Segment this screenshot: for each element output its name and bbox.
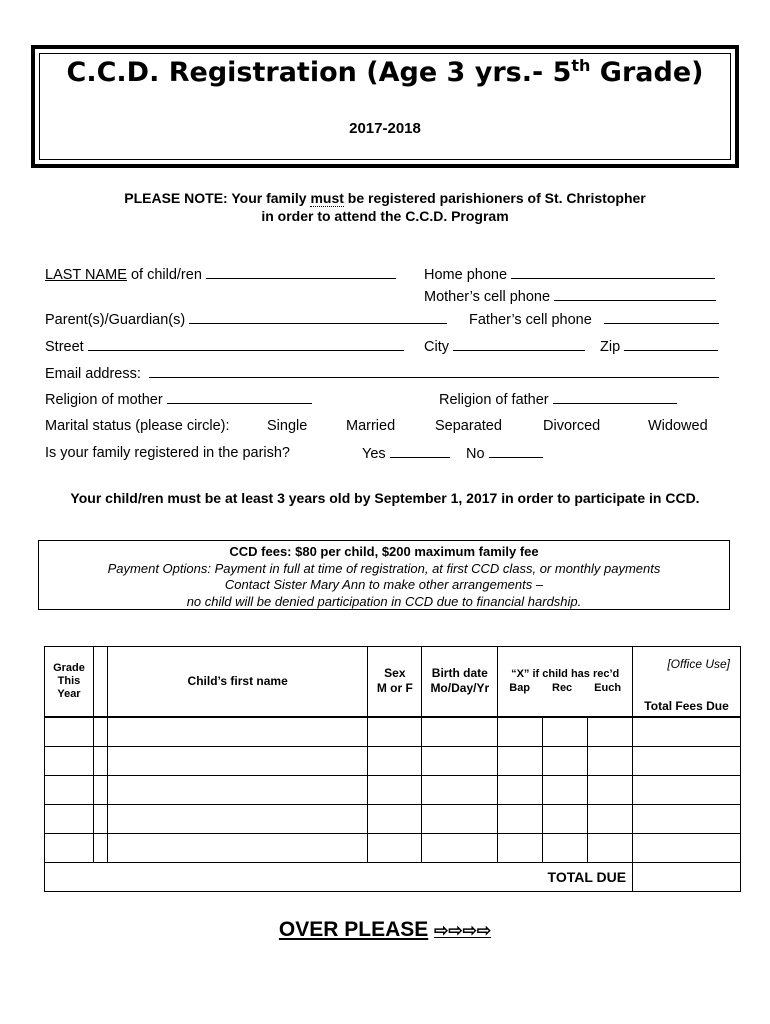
email-label: Email address: — [45, 366, 141, 382]
mother-cell-label: Mother’s cell phone — [424, 289, 551, 305]
table-row — [45, 833, 741, 862]
street-label: Street — [45, 339, 84, 355]
sex-header-line-1: Sex — [384, 666, 406, 681]
fees-cell[interactable] — [633, 717, 741, 747]
parents-line[interactable] — [189, 311, 447, 324]
page-title — [0, 56, 770, 88]
grade-header-line-3: Year — [57, 687, 81, 700]
registered-question: Is your family registered in the parish? — [45, 445, 290, 461]
father-cell-field — [469, 311, 719, 328]
sacrament-header — [498, 647, 633, 717]
registered-yes-line[interactable] — [390, 445, 450, 458]
birth-date-cell[interactable] — [422, 717, 498, 747]
spacer-header — [93, 647, 107, 717]
last-name-line[interactable] — [206, 266, 396, 279]
home-phone-label: Home phone — [424, 267, 508, 283]
grade-cell[interactable] — [45, 746, 94, 775]
religion-father-field — [439, 391, 677, 408]
sex-cell[interactable] — [368, 775, 422, 804]
office-use-header — [633, 647, 741, 717]
marital-option-married[interactable]: Married — [346, 418, 396, 434]
first-name-cell[interactable] — [107, 804, 367, 833]
total-row — [45, 862, 741, 891]
sex-header — [368, 647, 422, 717]
home-phone-field — [424, 266, 715, 283]
registered-yes-field — [362, 445, 450, 462]
registered-no-line[interactable] — [489, 445, 543, 458]
sacrament-header-title: “X” if child has rec’d — [511, 668, 620, 681]
first-name-cell[interactable] — [107, 833, 367, 862]
marital-option-single[interactable]: Single — [267, 418, 308, 434]
fees-cell[interactable] — [633, 775, 741, 804]
fees-cell[interactable] — [633, 804, 741, 833]
first-name-header: Child’s first name — [107, 647, 367, 717]
sacrament-rec: Rec — [552, 682, 573, 695]
spacer-cell — [93, 804, 107, 833]
euch-cell[interactable] — [588, 804, 633, 833]
euch-cell[interactable] — [588, 775, 633, 804]
euch-cell[interactable] — [588, 833, 633, 862]
first-name-cell[interactable] — [107, 775, 367, 804]
rec-cell[interactable] — [543, 804, 588, 833]
table-row — [45, 746, 741, 775]
registration-table — [44, 646, 741, 892]
home-phone-line[interactable] — [511, 266, 715, 279]
table-header-row — [45, 647, 741, 717]
sacrament-subheaders — [498, 681, 632, 695]
email-line[interactable] — [149, 365, 719, 378]
rec-cell[interactable] — [543, 746, 588, 775]
religion-mother-field — [45, 391, 312, 408]
over-please — [0, 918, 770, 942]
title-superscript: th — [571, 56, 591, 75]
title-end: Grade) — [590, 57, 704, 88]
city-label: City — [424, 339, 449, 355]
note-line-1 — [0, 190, 770, 206]
note-pre: PLEASE NOTE: Your family — [124, 190, 311, 206]
marital-option-divorced[interactable]: Divorced — [543, 418, 601, 434]
parents-field — [45, 311, 447, 328]
birth-date-cell[interactable] — [422, 833, 498, 862]
street-line[interactable] — [88, 338, 404, 351]
marital-option-separated[interactable]: Separated — [435, 418, 502, 434]
zip-line[interactable] — [624, 338, 718, 351]
marital-option-widowed[interactable]: Widowed — [648, 418, 708, 434]
grade-header-line-2: This — [57, 674, 81, 687]
note-post: be registered parishioners of St. Christopher — [343, 190, 646, 206]
birth-date-header — [422, 647, 498, 717]
school-year: 2017-2018 — [349, 120, 421, 137]
fees-line-3: Contact Sister Mary Ann to make other arrangements – — [224, 577, 544, 592]
birth-date-cell[interactable] — [422, 804, 498, 833]
spacer-cell — [93, 746, 107, 775]
mother-cell-line[interactable] — [554, 288, 716, 301]
spacer-cell — [93, 717, 107, 747]
sex-cell[interactable] — [368, 717, 422, 747]
fees-box — [38, 540, 730, 610]
street-field — [45, 338, 404, 355]
birth-header-line-1: Birth date — [431, 666, 488, 681]
fees-cell[interactable] — [633, 833, 741, 862]
bap-cell[interactable] — [498, 775, 543, 804]
note-must: must — [310, 190, 344, 206]
mother-cell-field — [424, 288, 716, 305]
sacrament-euch: Euch — [594, 682, 622, 695]
last-name-label: LAST NAME — [45, 267, 127, 283]
euch-cell[interactable] — [588, 717, 633, 747]
bap-cell[interactable] — [498, 804, 543, 833]
registered-no-field — [466, 445, 543, 462]
grade-cell[interactable] — [45, 775, 94, 804]
registered-yes-label: Yes — [362, 446, 386, 462]
registered-no-label: No — [466, 446, 485, 462]
over-please-text: OVER PLEASE — [278, 918, 429, 941]
spacer-cell — [93, 775, 107, 804]
rec-cell[interactable] — [543, 833, 588, 862]
fees-line-2: Payment Options: Payment in full at time of registration, at first CCD class, or monthly payments — [107, 560, 661, 576]
grade-header-line-1: Grade — [53, 661, 85, 674]
sacrament-bap: Bap — [509, 682, 531, 695]
bap-cell[interactable] — [498, 746, 543, 775]
religion-father-line[interactable] — [553, 391, 677, 404]
sex-header-line-2: M or F — [376, 681, 413, 696]
age-requirement-note: Your child/ren must be at least 3 years old by September 1, 2017 in order to participate in CCD. — [70, 490, 700, 506]
arrow-right-icon: ⇨⇨⇨⇨ — [434, 921, 492, 940]
city-field — [424, 338, 585, 355]
religion-mother-line[interactable] — [167, 391, 312, 404]
last-name-suffix: of child/ren — [126, 267, 202, 283]
fees-line-1: CCD fees: $80 per child, $200 maximum family fee — [229, 544, 539, 559]
fees-cell[interactable] — [633, 746, 741, 775]
table-row — [45, 775, 741, 804]
spacer-cell — [93, 833, 107, 862]
note-line-2: in order to attend the C.C.D. Program — [261, 208, 509, 224]
grade-cell[interactable] — [45, 804, 94, 833]
parents-label: Parent(s)/Guardian(s) — [45, 312, 186, 328]
city-line[interactable] — [453, 338, 585, 351]
bap-cell[interactable] — [498, 833, 543, 862]
sex-cell[interactable] — [368, 746, 422, 775]
marital-label: Marital status (please circle): — [45, 418, 230, 434]
last-name-field — [45, 266, 396, 283]
zip-label: Zip — [600, 339, 621, 355]
table-row — [45, 717, 741, 747]
sex-cell[interactable] — [368, 804, 422, 833]
bap-cell[interactable] — [498, 717, 543, 747]
father-cell-line[interactable] — [604, 311, 719, 324]
euch-cell[interactable] — [588, 746, 633, 775]
office-use-label: [Office Use] — [667, 657, 730, 671]
religion-mother-label: Religion of mother — [45, 392, 163, 408]
total-due-cell[interactable] — [633, 862, 741, 891]
grade-cell[interactable] — [45, 833, 94, 862]
table-row — [45, 804, 741, 833]
birth-date-cell[interactable] — [422, 746, 498, 775]
title-text: C.C.D. Registration (Age 3 yrs.- 5 — [66, 57, 572, 88]
total-due-label: TOTAL DUE — [45, 862, 633, 891]
rec-cell[interactable] — [543, 775, 588, 804]
birth-date-cell[interactable] — [422, 775, 498, 804]
religion-father-label: Religion of father — [439, 392, 549, 408]
sex-cell[interactable] — [368, 833, 422, 862]
father-cell-label: Father’s cell phone — [469, 312, 592, 328]
rec-cell[interactable] — [543, 717, 588, 747]
birth-header-line-2: Mo/Day/Yr — [430, 681, 490, 696]
grade-cell[interactable] — [45, 717, 94, 747]
grade-header — [45, 647, 94, 717]
first-name-cell[interactable] — [107, 717, 367, 747]
total-fees-header: Total Fees Due — [644, 698, 729, 713]
zip-field — [600, 338, 718, 355]
first-name-cell[interactable] — [107, 746, 367, 775]
email-field — [45, 365, 719, 382]
fees-line-4: no child will be denied participation in CCD due to financial hardship. — [186, 593, 582, 609]
